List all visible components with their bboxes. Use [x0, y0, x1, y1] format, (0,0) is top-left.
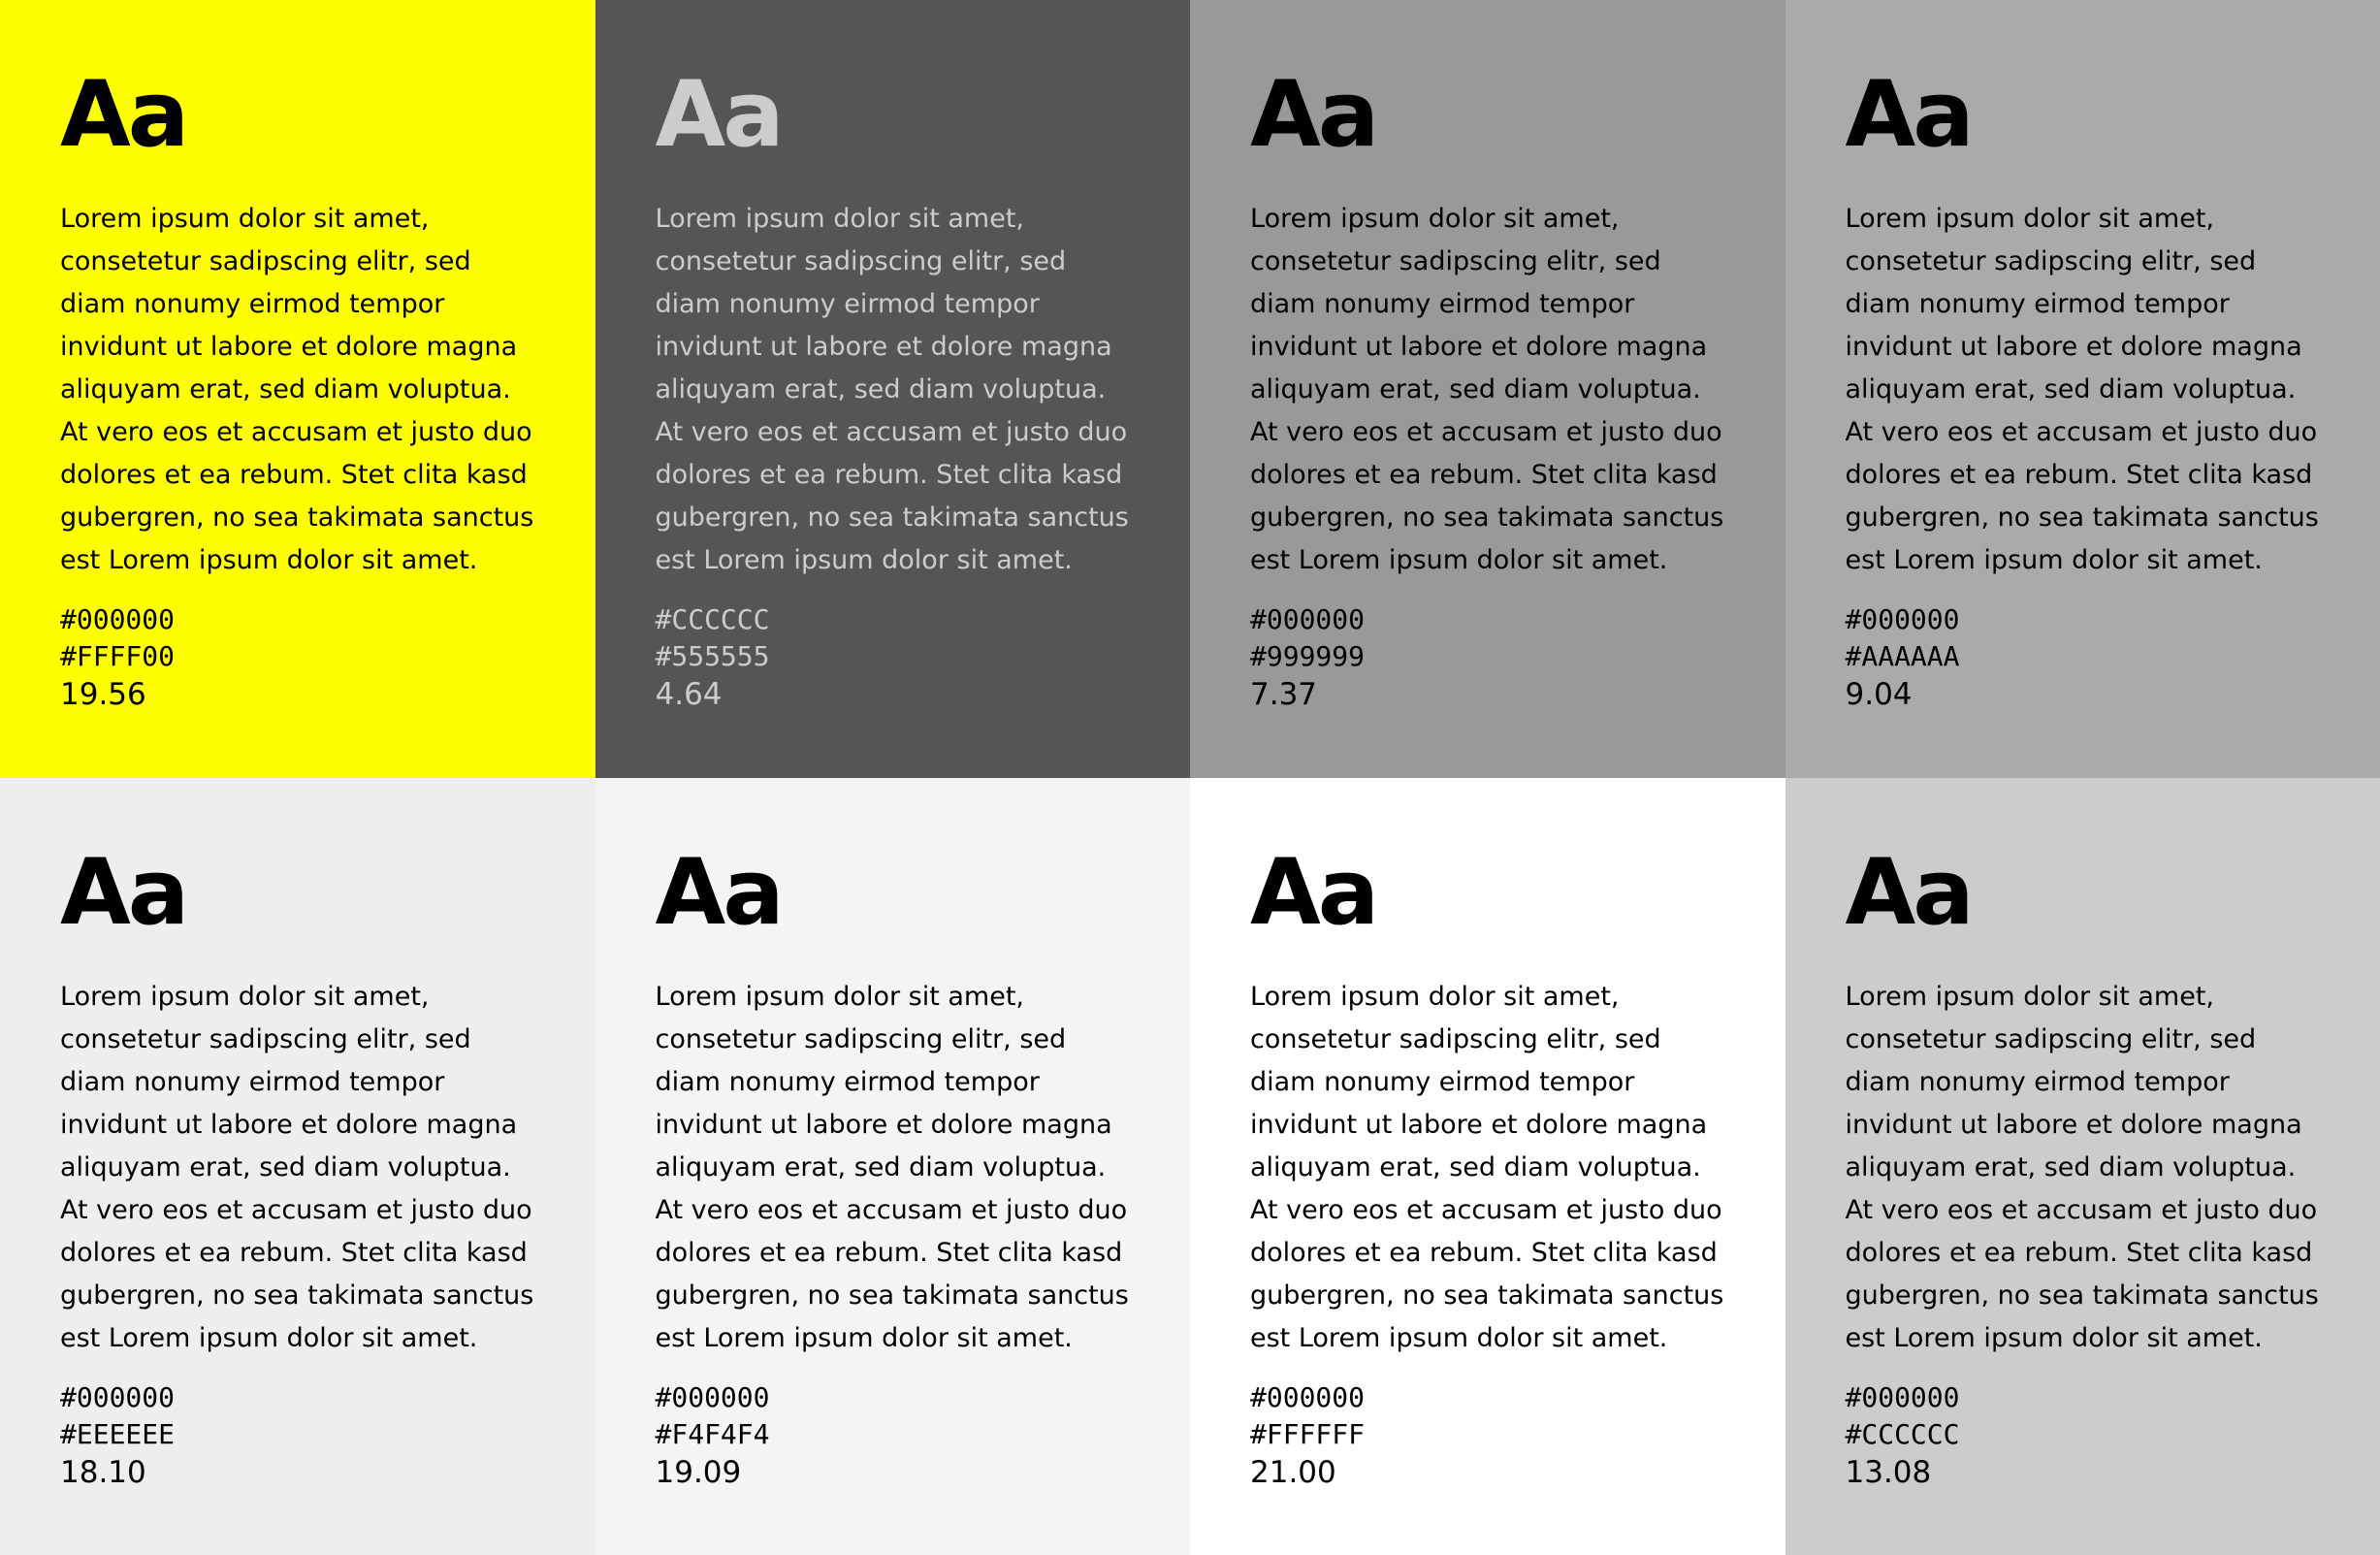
background-hex: #EEEEEE	[60, 1417, 176, 1450]
swatch-card	[1190, 0, 1785, 778]
swatch-meta	[656, 1379, 1131, 1492]
foreground-hex: #000000	[1845, 603, 1960, 635]
sample-paragraph: Lorem ipsum dolor sit amet, consetetur sadipscing elitr, sed diam nonumy eirmod tempor invidunt ut labore et dolore magna aliquyam erat, sed diam voluptua. At vero eos et accusam et justo duo dolores et ea rebum. Stet clita kasd gubergren, no sea takimata sanctus est Lorem ipsum dolor sit amet.	[1845, 204, 2319, 575]
contrast-ratio: 19.56	[60, 677, 146, 712]
swatch-meta	[1846, 1379, 2321, 1492]
swatch-card	[0, 778, 595, 1555]
sample-glyph: Aa	[655, 62, 782, 168]
background-hex: #AAAAAA	[1845, 640, 1960, 672]
sample-paragraph: Lorem ipsum dolor sit amet, consetetur sadipscing elitr, sed diam nonumy eirmod tempor invidunt ut labore et dolore magna aliquyam erat, sed diam voluptua. At vero eos et accusam et justo duo dolores et ea rebum. Stet clita kasd gubergren, no sea takimata sanctus est Lorem ipsum dolor sit amet.	[1250, 204, 1724, 575]
contrast-ratio: 4.64	[655, 677, 723, 712]
contrast-ratio: 7.37	[1250, 677, 1318, 712]
background-hex: #FFFF00	[60, 640, 176, 672]
sample-glyph: Aa	[60, 839, 187, 946]
sample-paragraph: Lorem ipsum dolor sit amet, consetetur sadipscing elitr, sed diam nonumy eirmod tempor invidunt ut labore et dolore magna aliquyam erat, sed diam voluptua. At vero eos et accusam et justo duo dolores et ea rebum. Stet clita kasd gubergren, no sea takimata sanctus est Lorem ipsum dolor sit amet.	[1250, 981, 1724, 1353]
background-hex: #FFFFFF	[1250, 1417, 1366, 1450]
sample-paragraph: Lorem ipsum dolor sit amet, consetetur sadipscing elitr, sed diam nonumy eirmod tempor invidunt ut labore et dolore magna aliquyam erat, sed diam voluptua. At vero eos et accusam et justo duo dolores et ea rebum. Stet clita kasd gubergren, no sea takimata sanctus est Lorem ipsum dolor sit amet.	[655, 981, 1129, 1353]
contrast-ratio: 19.09	[655, 1454, 742, 1490]
swatch-card	[0, 0, 595, 778]
sample-glyph: Aa	[1845, 839, 1972, 946]
sample-paragraph: Lorem ipsum dolor sit amet, consetetur sadipscing elitr, sed diam nonumy eirmod tempor invidunt ut labore et dolore magna aliquyam erat, sed diam voluptua. At vero eos et accusam et justo duo dolores et ea rebum. Stet clita kasd gubergren, no sea takimata sanctus est Lorem ipsum dolor sit amet.	[60, 981, 534, 1353]
swatch-card	[595, 778, 1191, 1555]
foreground-hex: #CCCCCC	[655, 603, 770, 635]
foreground-hex: #000000	[1845, 1380, 1960, 1413]
background-hex: #CCCCCC	[1845, 1417, 1960, 1450]
foreground-hex: #000000	[655, 1380, 770, 1413]
sample-paragraph: Lorem ipsum dolor sit amet, consetetur sadipscing elitr, sed diam nonumy eirmod tempor invidunt ut labore et dolore magna aliquyam erat, sed diam voluptua. At vero eos et accusam et justo duo dolores et ea rebum. Stet clita kasd gubergren, no sea takimata sanctus est Lorem ipsum dolor sit amet.	[655, 204, 1129, 575]
sample-glyph: Aa	[1250, 62, 1377, 168]
swatch-meta	[60, 601, 535, 714]
swatch-card	[595, 0, 1191, 778]
sample-glyph: Aa	[1250, 839, 1377, 946]
swatch-card	[1785, 778, 2380, 1555]
foreground-hex: #000000	[1250, 1380, 1366, 1413]
sample-glyph: Aa	[655, 839, 782, 946]
sample-glyph: Aa	[60, 62, 187, 168]
contrast-ratio: 21.00	[1250, 1454, 1336, 1490]
background-hex: #999999	[1250, 640, 1366, 672]
sample-glyph: Aa	[1845, 62, 1972, 168]
contrast-ratio: 18.10	[60, 1454, 146, 1490]
foreground-hex: #000000	[60, 603, 176, 635]
swatch-meta	[60, 1379, 535, 1492]
sample-paragraph: Lorem ipsum dolor sit amet, consetetur sadipscing elitr, sed diam nonumy eirmod tempor invidunt ut labore et dolore magna aliquyam erat, sed diam voluptua. At vero eos et accusam et justo duo dolores et ea rebum. Stet clita kasd gubergren, no sea takimata sanctus est Lorem ipsum dolor sit amet.	[1845, 981, 2319, 1353]
swatch-meta	[1250, 601, 1725, 714]
sample-paragraph: Lorem ipsum dolor sit amet, consetetur sadipscing elitr, sed diam nonumy eirmod tempor invidunt ut labore et dolore magna aliquyam erat, sed diam voluptua. At vero eos et accusam et justo duo dolores et ea rebum. Stet clita kasd gubergren, no sea takimata sanctus est Lorem ipsum dolor sit amet.	[60, 204, 534, 575]
foreground-hex: #000000	[60, 1380, 176, 1413]
background-hex: #555555	[655, 640, 770, 672]
swatch-meta	[1846, 601, 2321, 714]
swatch-meta	[1250, 1379, 1725, 1492]
background-hex: #F4F4F4	[655, 1417, 770, 1450]
swatch-meta	[656, 601, 1131, 714]
contrast-ratio: 13.08	[1845, 1454, 1932, 1490]
swatch-card	[1785, 0, 2380, 778]
swatch-card	[1190, 778, 1785, 1555]
foreground-hex: #000000	[1250, 603, 1366, 635]
contrast-ratio: 9.04	[1845, 677, 1913, 712]
